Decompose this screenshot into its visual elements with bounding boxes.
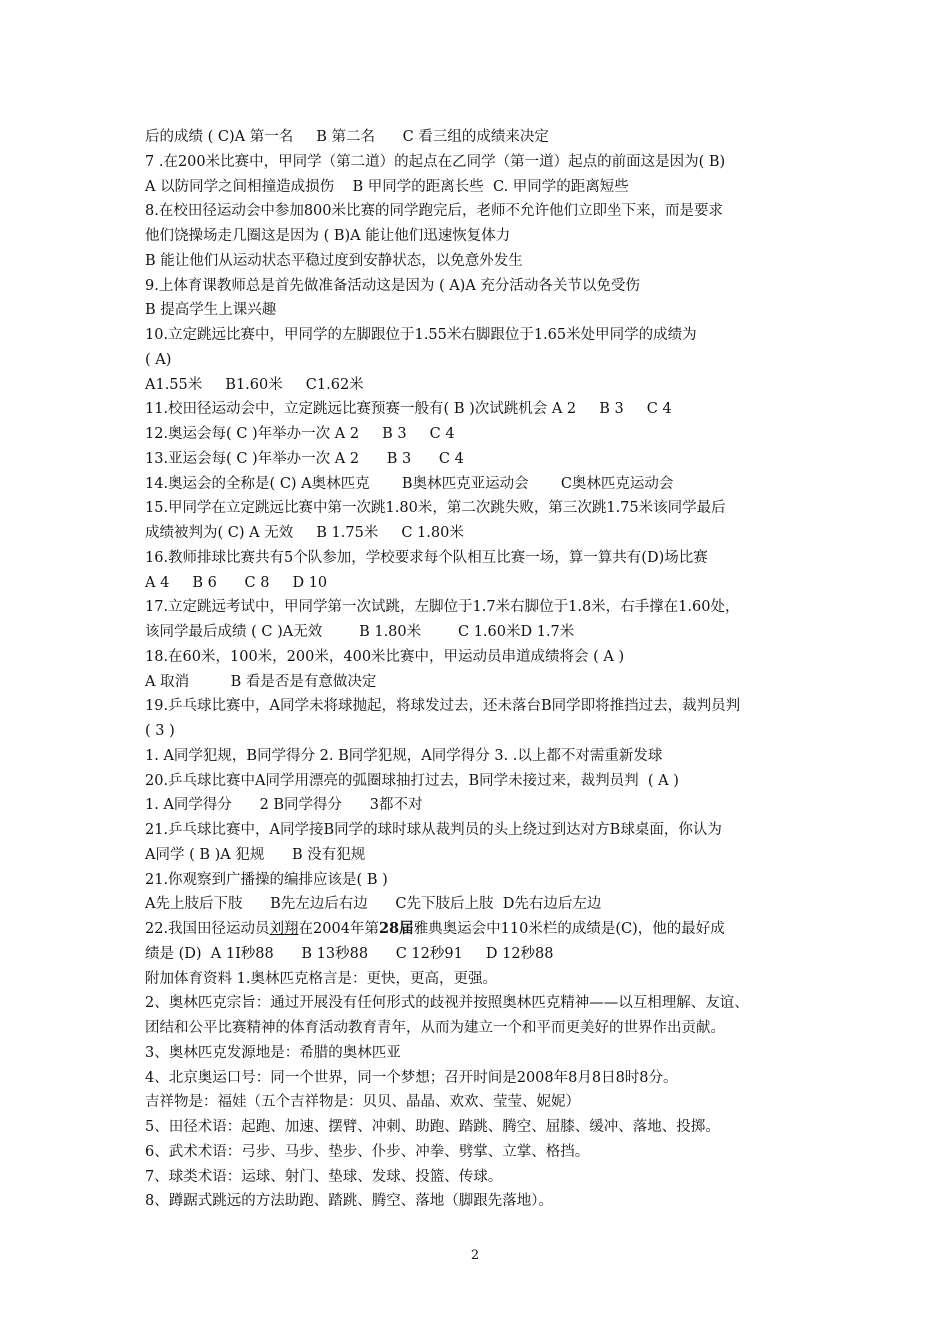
text-line: 1. A同学得分 2 B同学得分 3都不对 bbox=[145, 797, 423, 814]
text-line: B 提高学生上课兴趣 bbox=[145, 302, 277, 319]
text-line: 他们饶操场走几圈这是因为 ( B)A 能让他们迅速恢复体力 bbox=[145, 228, 511, 244]
text-line: A 4 B 6 C 8 D 10 bbox=[145, 574, 328, 591]
text-line: 7 .在200米比赛中，甲同学（第二道）的起点在乙同学（第一道）起点的前面这是因为( B) bbox=[145, 153, 726, 170]
text-line: 团结和公平比赛精神的体育活动教育青年，从而为建立一个和平而更美好的世界作出贡献。 bbox=[145, 1020, 725, 1036]
text-line: A1.55米 B1.60米 C1.62米 bbox=[145, 376, 364, 393]
text-segment: 22.我国田径运动员 bbox=[145, 921, 270, 937]
text-line: 绩是 (D) A 1I秒88 B 13秒88 C 12秒91 D 12秒88 bbox=[145, 945, 554, 962]
text-line: 19.乒乓球比赛中，A同学未将球抛起，将球发过去，还未落台B同学即将推挡过去，裁判员判 bbox=[145, 698, 741, 715]
text-line: 18.在60米，100米，200米，400米比赛中，甲运动员串道成绩将会 ( A ) bbox=[145, 648, 625, 665]
text-line: 9.上体育课教师总是首先做准备活动这是因为 ( A)A 充分活动各关节以免受伤 bbox=[145, 277, 640, 294]
text-line: 21.你观察到广播操的编排应该是( B ) bbox=[145, 871, 388, 888]
text-line: A同学 ( B )A 犯规 B 没有犯规 bbox=[145, 846, 366, 863]
text-line: 16.教师排球比赛共有5个队参加，学校要求每个队相互比赛一场，算一算共有(D)场比赛 bbox=[145, 549, 708, 566]
text-line: 20.乒乓球比赛中A同学用漂亮的弧圈球抽打过去，B同学未接过来，裁判员判 ( A ) bbox=[145, 772, 679, 789]
text-line: 3、奥林匹克发源地是：希腊的奥林匹亚 bbox=[145, 1044, 401, 1061]
text-line: 13.亚运会每( C )年举办一次 A 2 B 3 C 4 bbox=[145, 450, 464, 467]
text-line: 11.校田径运动会中，立定跳远比赛预赛一般有( B )次试跳机会 A 2 B 3 C 4 bbox=[145, 401, 672, 418]
text-line: 8、蹲踞式跳远的方法助跑、踏跳、腾空、落地（脚跟先落地）。 bbox=[145, 1193, 553, 1210]
text-line: ( 3 ) bbox=[145, 723, 175, 739]
text-line: 17.立定跳远考试中，甲同学第一次试跳，左脚位于1.7米右脚位于1.8米，右手撑在1.60处， bbox=[145, 599, 740, 616]
text-line: 21.乒乓球比赛中，A同学接B同学的球时球从裁判员的头上绕过到达对方B球桌面，你认为 bbox=[145, 822, 722, 838]
text-line: A先上肢后下肢 B先左边后右边 C先下肢后上肢 D先右边后左边 bbox=[145, 896, 602, 913]
page-number: 2 bbox=[470, 1248, 480, 1263]
page-body bbox=[145, 125, 825, 1214]
text-segment: 在2004年第 bbox=[298, 921, 379, 937]
text-line: 附加体育资料 1.奥林匹克格言是：更快，更高，更强。 bbox=[145, 970, 497, 987]
text-line: 15.甲同学在立定跳远比赛中第一次跳1.80米，第二次跳失败，第三次跳1.75米该同学最后 bbox=[145, 500, 726, 517]
text-line: 4、北京奥运口号：同一个世界，同一个梦想；召开时间是2008年8月8日8时8分。 bbox=[145, 1069, 678, 1086]
text-line: 8.在校田径运动会中参加800米比赛的同学跑完后，老师不允许他们立即坐下来，而是要求 bbox=[145, 203, 724, 220]
text-line: 后的成绩 ( C)A 第一名 B 第二名 C 看三组的成绩来决定 bbox=[145, 129, 549, 145]
text-line: ( A) bbox=[145, 351, 172, 368]
text-line: A 以防同学之间相撞造成损伤 B 甲同学的距离长些 C. 甲同学的距离短些 bbox=[145, 178, 629, 195]
text-line: 吉祥物是：福娃（五个吉祥物是：贝贝、晶晶、欢欢、莹莹、妮妮） bbox=[145, 1094, 580, 1111]
text-line: 6、武术术语：弓步、马步、垫步、仆步、冲拳、劈掌、立掌、格挡。 bbox=[145, 1143, 590, 1160]
text-line-with-name bbox=[145, 917, 825, 942]
athlete-name: 刘翔 bbox=[269, 921, 299, 937]
text-line: 成绩被判为( C) A 无效 B 1.75米 C 1.80米 bbox=[145, 525, 464, 541]
text-line: 12.奥运会每( C )年举办一次 A 2 B 3 C 4 bbox=[145, 426, 455, 442]
text-line: 7、球类术语：运球、射门、垫球、发球、投篮、传球。 bbox=[145, 1168, 503, 1185]
text-line: 5、田径术语：起跑、加速、摆臂、冲刺、助跑、踏跳、腾空、屈膝、缓冲、落地、投掷。 bbox=[145, 1119, 720, 1135]
text-line: B 能让他们从运动状态平稳过度到安静状态，以免意外发生 bbox=[145, 252, 523, 269]
text-line: A 取消 B 看是否是有意做决定 bbox=[145, 673, 377, 690]
text-segment: 雅典奥运会中110米栏的成绩是(C)，他的最好成 bbox=[413, 921, 725, 937]
text-line: 1. A同学犯规，B同学得分 2. B同学犯规，A同学得分 3. .以上都不对需重新发球 bbox=[145, 747, 663, 764]
text-line: 2、奥林匹克宗旨：通过开展没有任何形式的歧视并按照奥林匹克精神——以互相理解、友谊、 bbox=[145, 995, 749, 1012]
olympiad-number: 28届 bbox=[378, 920, 414, 937]
text-line: 10.立定跳远比赛中，甲同学的左脚跟位于1.55米右脚跟位于1.65米处甲同学的成绩为 bbox=[145, 327, 697, 343]
text-line: 14.奥运会的全称是( C) A奥林匹克 B奥林匹克亚运动会 C奥林匹克运动会 bbox=[145, 475, 674, 492]
text-line: 该同学最后成绩 ( C )A无效 B 1.80米 C 1.60米D 1.7米 bbox=[145, 624, 575, 640]
